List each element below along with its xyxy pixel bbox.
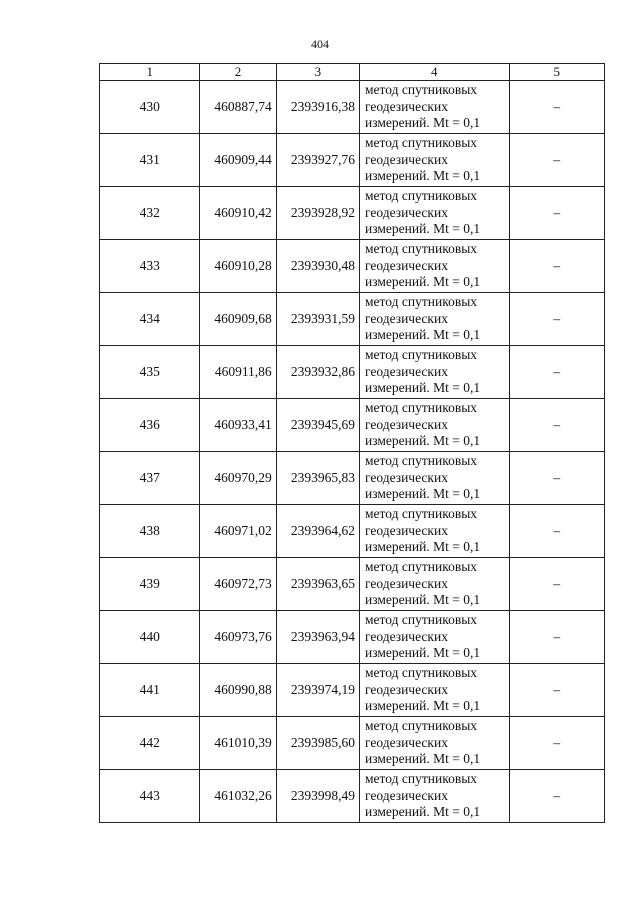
method-line: измерений. Mt = 0,1	[365, 751, 481, 767]
table-header-row	[100, 64, 605, 81]
method-line: метод спутниковых	[365, 665, 478, 681]
table-row	[100, 664, 605, 717]
method-description	[360, 187, 510, 240]
method-description	[360, 452, 510, 505]
table-row	[100, 505, 605, 558]
method-description	[360, 611, 510, 664]
column-5-value: –	[509, 505, 604, 558]
method-line: измерений. Mt = 0,1	[365, 645, 481, 661]
method-line: метод спутниковых	[365, 241, 478, 257]
method-line: измерений. Mt = 0,1	[365, 539, 481, 555]
coordinate-y: 2393927,76	[276, 134, 359, 187]
method-description	[360, 240, 510, 293]
point-number: 435	[100, 346, 200, 399]
table-row	[100, 134, 605, 187]
method-description	[360, 346, 510, 399]
point-number: 433	[100, 240, 200, 293]
column-5-value: –	[509, 240, 604, 293]
method-line: метод спутниковых	[365, 188, 478, 204]
column-5-value: –	[509, 611, 604, 664]
method-description	[360, 399, 510, 452]
coordinates-table	[99, 63, 605, 823]
coordinate-x: 460910,42	[200, 187, 276, 240]
method-line: метод спутниковых	[365, 612, 478, 628]
method-line: геодезических	[365, 310, 448, 326]
method-description	[360, 293, 510, 346]
coordinate-y: 2393998,49	[276, 770, 359, 823]
method-line: измерений. Mt = 0,1	[365, 486, 481, 502]
coordinate-x: 460887,74	[200, 81, 276, 134]
method-line: геодезических	[365, 469, 448, 485]
table-body	[100, 81, 605, 823]
column-5-value: –	[509, 293, 604, 346]
column-5-value: –	[509, 770, 604, 823]
table-row	[100, 717, 605, 770]
method-line: геодезических	[365, 681, 448, 697]
column-5-value: –	[509, 664, 604, 717]
point-number: 430	[100, 81, 200, 134]
method-description	[360, 505, 510, 558]
column-header: 3	[276, 64, 359, 81]
table-row	[100, 558, 605, 611]
coordinate-x: 460910,28	[200, 240, 276, 293]
method-line: метод спутниковых	[365, 400, 478, 416]
method-line: метод спутниковых	[365, 453, 478, 469]
method-line: геодезических	[365, 787, 448, 803]
method-line: геодезических	[365, 628, 448, 644]
method-line: метод спутниковых	[365, 718, 478, 734]
coordinate-x: 461032,26	[200, 770, 276, 823]
coordinate-y: 2393928,92	[276, 187, 359, 240]
method-description	[360, 558, 510, 611]
point-number: 440	[100, 611, 200, 664]
column-5-value: –	[509, 558, 604, 611]
coordinate-x: 461010,39	[200, 717, 276, 770]
method-line: геодезических	[365, 204, 448, 220]
table-row	[100, 81, 605, 134]
method-description	[360, 770, 510, 823]
coordinate-y: 2393931,59	[276, 293, 359, 346]
method-line: измерений. Mt = 0,1	[365, 115, 481, 131]
method-line: измерений. Mt = 0,1	[365, 327, 481, 343]
method-line: измерений. Mt = 0,1	[365, 168, 481, 184]
coordinate-x: 460990,88	[200, 664, 276, 717]
method-description	[360, 717, 510, 770]
method-line: измерений. Mt = 0,1	[365, 274, 481, 290]
method-line: метод спутниковых	[365, 559, 478, 575]
column-header: 5	[509, 64, 604, 81]
coordinate-x: 460973,76	[200, 611, 276, 664]
coordinate-y: 2393932,86	[276, 346, 359, 399]
method-line: геодезических	[365, 522, 448, 538]
coordinate-y: 2393963,94	[276, 611, 359, 664]
column-5-value: –	[509, 452, 604, 505]
method-line: геодезических	[365, 575, 448, 591]
coordinate-x: 460972,73	[200, 558, 276, 611]
column-5-value: –	[509, 399, 604, 452]
method-line: измерений. Mt = 0,1	[365, 221, 481, 237]
page-number: 404	[311, 37, 329, 51]
point-number: 437	[100, 452, 200, 505]
table-row	[100, 346, 605, 399]
column-header: 1	[100, 64, 200, 81]
column-5-value: –	[509, 717, 604, 770]
method-line: измерений. Mt = 0,1	[365, 698, 481, 714]
method-description	[360, 664, 510, 717]
method-line: геодезических	[365, 416, 448, 432]
method-description	[360, 134, 510, 187]
method-line: измерений. Mt = 0,1	[365, 433, 481, 449]
coordinate-y: 2393985,60	[276, 717, 359, 770]
method-line: измерений. Mt = 0,1	[365, 804, 481, 820]
column-5-value: –	[509, 346, 604, 399]
point-number: 434	[100, 293, 200, 346]
point-number: 443	[100, 770, 200, 823]
coordinate-y: 2393964,62	[276, 505, 359, 558]
point-number: 431	[100, 134, 200, 187]
table-row	[100, 452, 605, 505]
coordinate-y: 2393930,48	[276, 240, 359, 293]
method-line: метод спутниковых	[365, 135, 478, 151]
column-header: 2	[200, 64, 276, 81]
column-5-value: –	[509, 187, 604, 240]
point-number: 442	[100, 717, 200, 770]
coordinate-x: 460911,86	[200, 346, 276, 399]
table-row	[100, 611, 605, 664]
coordinate-y: 2393974,19	[276, 664, 359, 717]
table-row	[100, 399, 605, 452]
point-number: 436	[100, 399, 200, 452]
method-line: геодезических	[365, 98, 448, 114]
column-header: 4	[360, 64, 510, 81]
coordinate-x: 460909,68	[200, 293, 276, 346]
method-line: геодезических	[365, 151, 448, 167]
method-line: метод спутниковых	[365, 347, 478, 363]
table-row	[100, 187, 605, 240]
method-line: метод спутниковых	[365, 771, 478, 787]
point-number: 438	[100, 505, 200, 558]
method-line: метод спутниковых	[365, 82, 478, 98]
coordinate-y: 2393965,83	[276, 452, 359, 505]
method-line: метод спутниковых	[365, 506, 478, 522]
method-line: геодезических	[365, 257, 448, 273]
column-5-value: –	[509, 134, 604, 187]
coordinate-x: 460933,41	[200, 399, 276, 452]
coordinate-x: 460971,02	[200, 505, 276, 558]
table-row	[100, 240, 605, 293]
point-number: 432	[100, 187, 200, 240]
table-row	[100, 293, 605, 346]
coordinate-x: 460970,29	[200, 452, 276, 505]
method-line: геодезических	[365, 363, 448, 379]
point-number: 441	[100, 664, 200, 717]
coordinate-y: 2393916,38	[276, 81, 359, 134]
table-row	[100, 770, 605, 823]
coordinate-x: 460909,44	[200, 134, 276, 187]
point-number: 439	[100, 558, 200, 611]
method-line: геодезических	[365, 734, 448, 750]
method-line: измерений. Mt = 0,1	[365, 380, 481, 396]
column-5-value: –	[509, 81, 604, 134]
coordinate-y: 2393963,65	[276, 558, 359, 611]
method-line: измерений. Mt = 0,1	[365, 592, 481, 608]
coordinate-y: 2393945,69	[276, 399, 359, 452]
method-description	[360, 81, 510, 134]
method-line: метод спутниковых	[365, 294, 478, 310]
